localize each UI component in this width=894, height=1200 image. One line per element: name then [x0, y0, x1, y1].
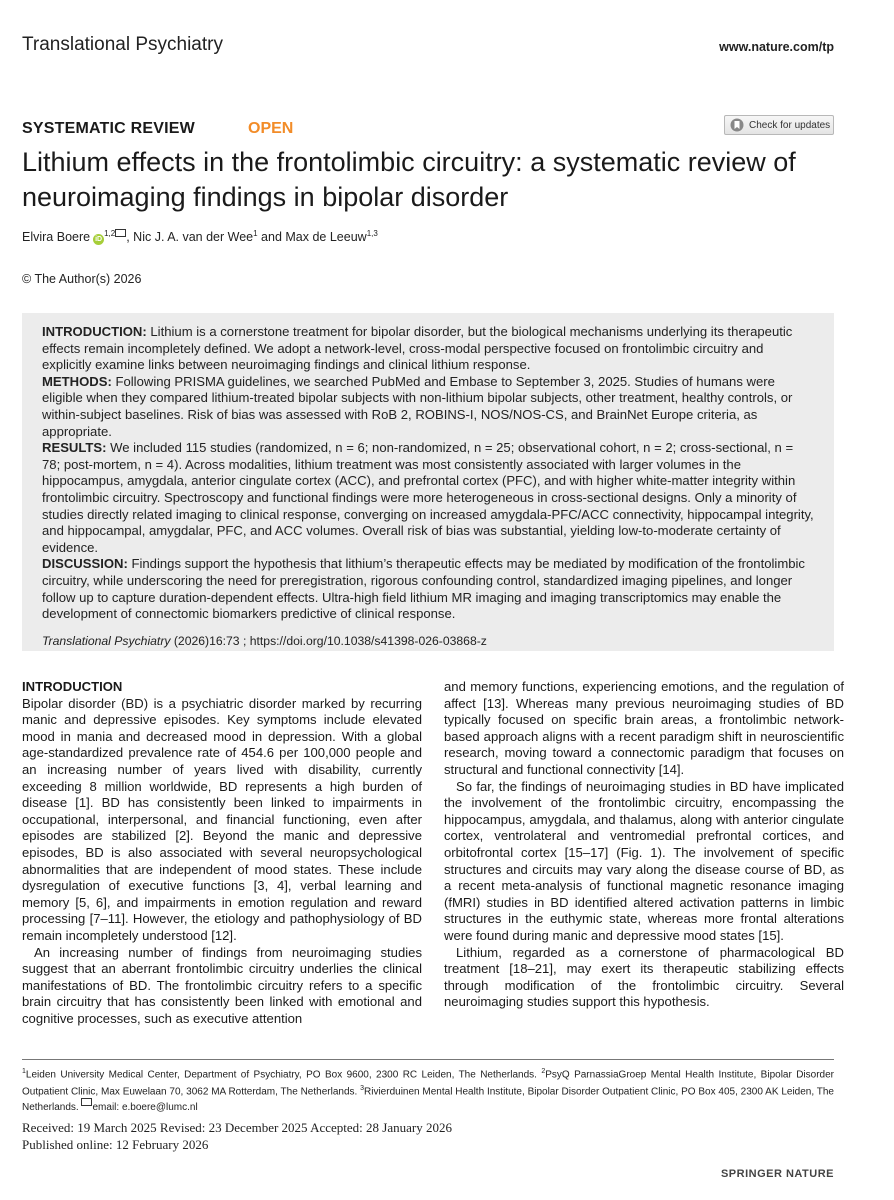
affiliation-text: Leiden University Medical Center, Department of Psychiatry, PO Box 9600, 2300 RC Leiden, The Netherlands.: [25, 1069, 542, 1081]
envelope-icon: [81, 1098, 92, 1106]
open-access-label: OPEN: [248, 120, 294, 137]
abstract-discussion: [42, 556, 814, 622]
bookmark-icon: [730, 118, 744, 132]
abstract-introduction: [42, 324, 814, 374]
dates-line: Published online: 12 February 2026: [22, 1136, 209, 1152]
footnote-divider: [22, 1059, 834, 1060]
article-title: Lithium effects in the frontolimbic circuitry: a systematic review of neuroimaging findings in bipolar disorder: [22, 147, 796, 212]
article-type: SYSTEMATIC REVIEW: [22, 120, 195, 137]
body-paragraph: and memory functions, experiencing emotions, and the regulation of affect [13]. Whereas many previous neuroimaging studies of BD typically focused on specific brain areas, a frontolimbic network-based approach aligns with a recent paradigm shift in neuroscientific research, moving toward a connectomic paradigm that focuses on structural and functional connectivity [14].: [444, 679, 844, 777]
author-name[interactable]: Elvira Boere: [22, 230, 91, 245]
abstract-text: We included 115 studies (randomized, n = 6; non-randomized, n = 25; observational cohort, n = 2; cross-sectional, n = 78; post-mortem, n = 4). Across modalities, lithium treatment was most consistently associated with larger volumes in the hippocampus, amygdala, anterior cingulate cortex (ACC), and prefrontal cortex (PFC), and with higher white-matter integrity within frontolimbic circuitry. Spectroscopy and functional findings were more heterogeneous in cross-sectional designs. Only a minority of studies directly related imaging to clinical response, converging on increased amygdala-PFC/ACC connectivity, hippocampal integrity, and hippocampal, amygdalar, PFC, and ACC volumes. Overall risk of bias was substantial, yielding low-to-moderate certainty of evidence.: [42, 440, 814, 555]
abstract-methods: [42, 374, 814, 440]
body-column-left: [22, 679, 422, 1027]
corresponding-email[interactable]: email: e.boere@lumc.nl: [92, 1102, 198, 1114]
abstract-label: INTRODUCTION:: [42, 324, 147, 339]
abstract-label: RESULTS:: [42, 440, 107, 456]
citation-doi[interactable]: (2026)16:73 ; https://doi.org/10.1038/s41398-026-03868-z: [170, 633, 487, 648]
journal-name: Translational Psychiatry: [22, 34, 223, 55]
dates-line: Received: 19 March 2025 Revised: 23 December 2025 Accepted: 28 January 2026: [22, 1120, 452, 1135]
affiliation-sup: 1,2: [104, 229, 116, 238]
citation-journal: Translational Psychiatry: [42, 633, 171, 648]
author-name[interactable]: and Max de Leeuw: [257, 230, 367, 245]
body-column-right: [444, 679, 844, 1011]
orcid-icon[interactable]: iD: [95, 236, 103, 244]
author-name[interactable]: , Nic J. A. van der Wee: [126, 230, 254, 245]
abstract-text: Following PRISMA guidelines, we searched PubMed and Embase to September 3, 2025. Studies of humans were eligible when they compared lithium-treated bipolar subjects with non-lithium bipolar subjects, other treatment, healthy controls, or within-subject baselines. Risk of bias was assessed with RoB 2, ROBINS-I, NOS/NOS-CS, and BrainNet Europe criteria, as appropriate.: [42, 373, 793, 439]
affiliation-sup: 2: [541, 1068, 546, 1075]
body-paragraph: Lithium, regarded as a cornerstone of pharmacological BD treatment [18–21], may exert its therapeutic stabilizing effects through modification of the frontolimbic circuitry. Several neuroimaging studies support this hypothesis.: [444, 944, 844, 1010]
body-paragraph: So far, the findings of neuroimaging studies in BD have implicated the involvement of the frontolimbic circuitry, encompassing the hippocampus, amygdala, and thalamus, along with anterior cingulate cortex, ventrolateral and ventromedial prefrontal cortices, and orbitofrontal cortex [15–17] (Fig. 1). The involvement of specific structures and circuits may vary along the disease course of BD, as a recent meta-analysis of functional magnetic resonance imaging (fMRI) studies in BD identified altered activation patterns in limbic structures in the euthymic state, whereas more frontal alterations were found during manic and depressive mood states [15].: [444, 778, 844, 943]
affiliation-text: PsyQ ParnassiaGroep Mental Health Institute, Bipolar Disorder Outpatient Clinic, Max Euwelaan 70, 3062 MA Rotterdam, The Netherlands.: [22, 1069, 834, 1098]
journal-url[interactable]: www.nature.com/tp: [719, 40, 834, 54]
affiliation-sup: 1: [253, 229, 258, 238]
abstract-label: DISCUSSION:: [42, 556, 128, 572]
citation-line: [42, 633, 814, 650]
abstract-box: [22, 313, 834, 651]
author-list: [22, 229, 378, 245]
body-paragraph: Bipolar disorder (BD) is a psychiatric disorder marked by recurring manic and depressive episodes. Key symptoms include elevated mood in mania and decreased mood in depression. With a global age-standardized prevalence rate of 454.6 per 100,000 people and an increasing number of years lived with disability, currently exceeding 8 million worldwide, BD represents a high burden of disease [1]. BD has consistently been linked to impairments in occupational, interpersonal, and financial functioning, even after episodes are stabilized [2]. Beyond the manic and depressive episodes, BD is also associated with several neuropsychological abnormalities that are independent of mood states. These include dysregulation of executive functions [3, 4], verbal learning and memory [5, 6], and impairments in emotion regulation and reward processing [7–11]. However, the etiology and pathophysiology of BD remain incompletely understood [12].: [22, 695, 422, 943]
publication-dates: [22, 1120, 452, 1153]
affiliation-sup: 1,3: [366, 229, 378, 238]
check-for-updates-label: Check for updates: [749, 119, 831, 131]
check-for-updates-button[interactable]: [724, 115, 834, 135]
affiliations: [22, 1065, 834, 1115]
publisher-logo: SPRINGER NATURE: [720, 1168, 834, 1180]
affiliation-sup: 1: [22, 1068, 26, 1075]
copyright: © The Author(s) 2026: [22, 272, 142, 286]
abstract-text: Lithium is a cornerstone treatment for bipolar disorder, but the biological mechanisms underlying its therapeutic effects remain incompletely defined. We adopt a network-level, cross-modal perspective focused on frontolimbic circuitry and explicitly examine links between neuroimaging findings and clinical lithium response.: [42, 324, 793, 373]
abstract-label: METHODS:: [42, 373, 112, 389]
envelope-icon[interactable]: [115, 229, 126, 237]
abstract-results: [42, 440, 814, 556]
abstract-text: Findings support the hypothesis that lithium’s therapeutic effects may be mediated by modification of the frontolimbic circuitry, while underscoring the need for preregistration, rigorous confounding control, standardized imaging pipelines, and longer follow up to capture duration-dependent effects. Ultra-high field lithium MR imaging and imaging transcriptomics may enable the development of connectomic biomarkers predictive of clinical response.: [42, 556, 805, 622]
section-heading: INTRODUCTION: [22, 679, 123, 694]
body-paragraph: An increasing number of findings from neuroimaging studies suggest that an aberrant frontolimbic circuitry underlies the clinical manifestations of BD. The frontolimbic circuitry refers to a specific brain circuitry that has consistently been linked with emotional and cognitive processes, such as executive attention: [22, 944, 422, 1026]
affiliation-text: Rivierduinen Mental Health Institute, Bipolar Disorder Outpatient Clinic, PO Box 405, 2300 AK Leiden, The Netherlands.: [22, 1086, 834, 1114]
affiliation-sup: 3: [360, 1084, 365, 1092]
